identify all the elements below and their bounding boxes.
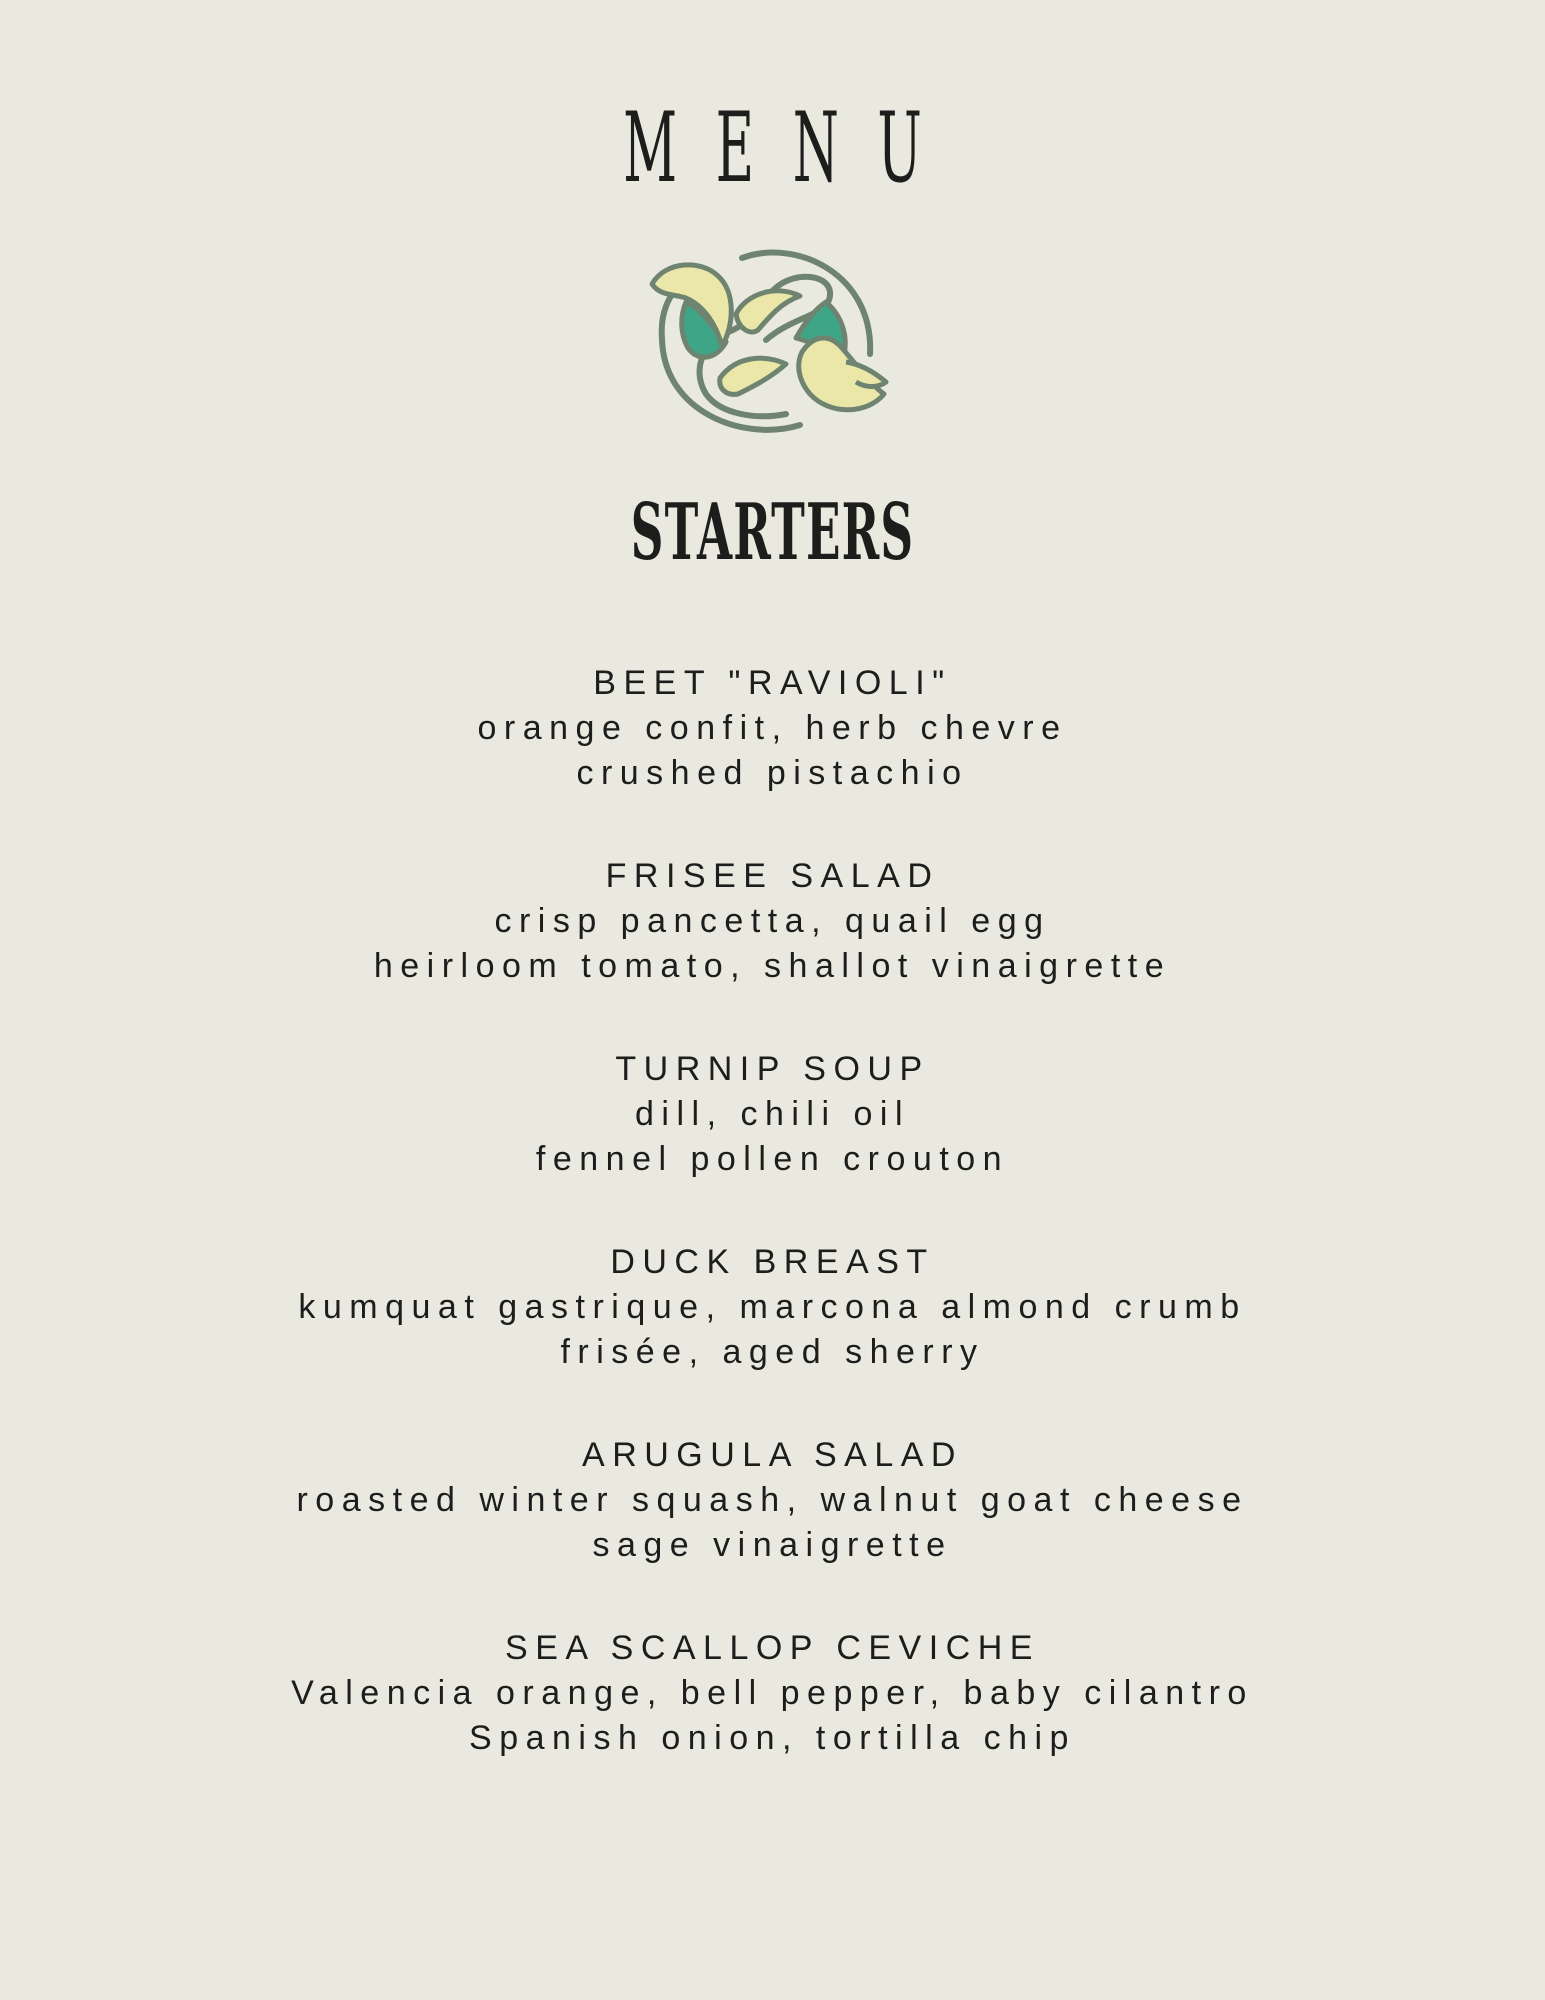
menu-item-name: TURNIP SOUP [615, 1050, 930, 1088]
menu-item-name: DUCK BREAST [610, 1243, 935, 1281]
floral-knot-emblem-icon [646, 244, 896, 439]
menu-item-description: Spanish onion, tortilla chip [469, 1719, 1076, 1757]
menu-item-description: frisée, aged sherry [560, 1333, 985, 1371]
starters-list [0, 660, 1545, 1818]
menu-item-description: fennel pollen crouton [535, 1140, 1010, 1178]
menu-item-name: FRISEE SALAD [605, 857, 940, 895]
menu-item [0, 1239, 1545, 1432]
menu-item-description: roasted winter squash, walnut goat cheese [296, 1481, 1249, 1519]
menu-item [0, 1432, 1545, 1625]
menu-title: MENU [623, 92, 961, 204]
menu-item-name: BEET "RAVIOLI" [593, 664, 952, 702]
section-title-starters: STARTERS [630, 487, 915, 578]
menu-item-description: sage vinaigrette [592, 1526, 953, 1564]
menu-item-description: crisp pancetta, quail egg [494, 902, 1051, 940]
menu-item-name: SEA SCALLOP CEVICHE [505, 1629, 1040, 1667]
menu-item [0, 1625, 1545, 1818]
menu-item-description: crushed pistachio [576, 754, 969, 792]
menu-item [0, 1046, 1545, 1239]
menu-item [0, 853, 1545, 1046]
menu-item [0, 660, 1545, 853]
menu-item-description: kumquat gastrique, marcona almond crumb [298, 1288, 1247, 1326]
menu-item-description: orange confit, herb chevre [477, 709, 1068, 747]
menu-item-description: dill, chili oil [635, 1095, 910, 1133]
menu-item-description: heirloom tomato, shallot vinaigrette [373, 947, 1172, 985]
menu-item-description: Valencia orange, bell pepper, baby cilantro [291, 1674, 1254, 1712]
menu-item-name: ARUGULA SALAD [582, 1436, 963, 1474]
